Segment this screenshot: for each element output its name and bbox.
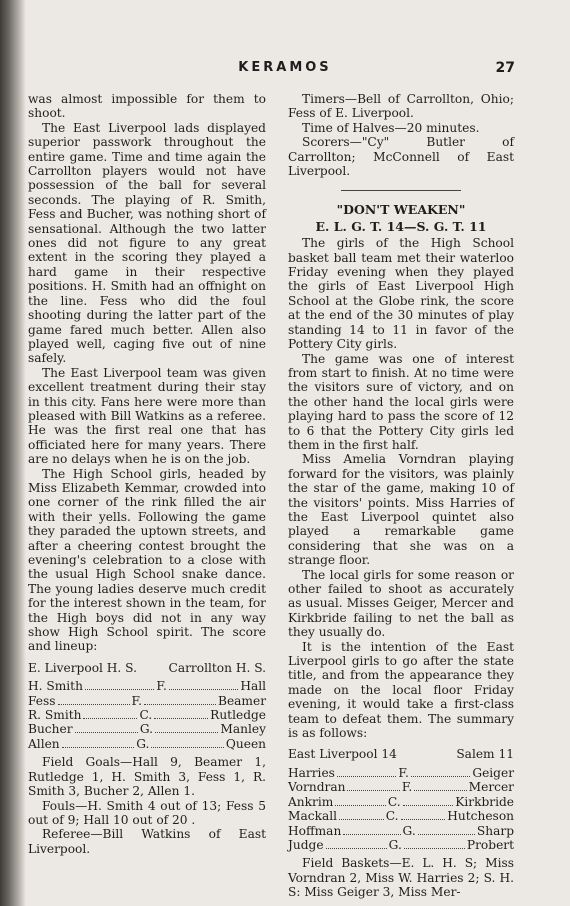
dot-leader — [343, 834, 400, 835]
officials-line: Timers—Bell of Carrollton, Ohio; Fess of E. Liverpool. — [288, 92, 514, 121]
lineup-row — [288, 809, 514, 823]
lineup-row — [288, 795, 514, 809]
section-divider — [341, 190, 461, 191]
lineup-row — [28, 708, 266, 722]
lineup-team-names — [288, 747, 514, 761]
paragraph: The East Liverpool team was given excellent treatment during their stay in this city. Fans here were more than pleased with Bill Watkins as a referee. He was the first real one that has officiated here for many years. There are no delays when he is on the job. — [28, 365, 266, 467]
player-position: C. — [387, 794, 401, 809]
player-position: F. — [401, 780, 413, 795]
player-position: F. — [131, 693, 142, 708]
running-header — [0, 60, 570, 80]
player-position: F. — [398, 765, 409, 780]
paragraph: Miss Amelia Vorndran playing forward for the visitors, was plainly the star of the game, making 10 of the visitors' points. Miss Harries of the East Liverpool quintet also played a remarkable game considering that she was on a strange floor. — [288, 452, 514, 568]
player-name: Ankrim — [288, 794, 334, 809]
dot-leader — [83, 718, 137, 719]
dot-leader — [62, 747, 135, 748]
lineup-table — [28, 679, 266, 751]
opponent-name: Beamer — [217, 693, 267, 708]
dot-leader — [414, 790, 466, 791]
dot-leader — [75, 732, 138, 733]
player-position: G. — [388, 837, 402, 852]
lineup-row — [28, 722, 266, 736]
lineup-row — [28, 694, 266, 708]
player-name: Allen — [28, 736, 60, 751]
summary-line: Fouls—H. Smith 4 out of 13; Fess 5 out of 9; Hall 10 out of 20 . — [28, 798, 266, 827]
paragraph: The East Liverpool lads displayed superior passwork throughout the entire game. Time and time again the Carrollton players would not have possession of the ball for several seconds. The playing of R. Smith, Fess and Bucher, was nothing short of sensational. Although the two latter ones did not figure to any great extent in the scoring they played a hard game in their respective positions. H. Smith had an offnight on the line. Fess who did the foul shooting during the latter part of the game fared much better. Allen also played well, caging five out of nine safely. — [28, 120, 266, 366]
opponent-name: Hutcheson — [447, 809, 515, 824]
opponent-name: Sharp — [476, 823, 515, 838]
player-name: Mackall — [288, 809, 338, 824]
lineup-row — [288, 824, 514, 838]
officials-line: Time of Halves—20 minutes. — [302, 120, 480, 135]
dot-leader — [401, 819, 446, 820]
player-name: R. Smith — [28, 708, 82, 723]
player-position: G. — [139, 722, 154, 737]
dot-leader — [411, 776, 470, 777]
player-position: G. — [402, 823, 416, 838]
dot-leader — [85, 689, 154, 690]
lineup-row — [28, 737, 266, 751]
article-subheading: E. L. G. T. 14—S. G. T. 11 — [315, 218, 487, 234]
dot-leader — [326, 848, 387, 849]
away-team-name: Salem 11 — [456, 747, 514, 762]
dot-leader — [155, 732, 218, 733]
left-column — [28, 92, 266, 856]
player-name: H. Smith — [28, 679, 83, 694]
away-team-name: Carrollton H. S. — [168, 660, 266, 675]
lineup-row — [288, 766, 514, 780]
opponent-name: Kirkbride — [455, 794, 515, 809]
paragraph: The game was one of interest from start to finish. At no time were the visitors sure of victory, and on the other hand the local girls were playing hard to pass the score of 12 to 6 that the Pottery City girls led them in the first half. — [288, 351, 514, 452]
dot-leader — [144, 704, 216, 705]
lineup-table — [288, 766, 514, 852]
paragraph: The girls of the High School basket ball team met their waterloo Friday evening when they played the girls of East Liverpool High School at the Globe rink, the score at the end of the 30 minutes of play standing 14 to 11 in favor of the Pottery City girls. — [288, 236, 514, 352]
dot-leader — [418, 834, 475, 835]
player-position: F. — [156, 679, 167, 694]
paragraph: The local girls for some reason or other failed to shoot as accurately as usual. Misses Geiger, Mercer and Kirkbride failing to net the ball as they usually do. — [288, 567, 514, 640]
player-position: C. — [139, 708, 153, 723]
dot-leader — [347, 790, 399, 791]
paragraph: It is the intention of the East Liverpool girls to go after the state title, and from the appearance they made on the local floor Friday evening, it would take a first-class team to defeat them. The summary is as follows: — [288, 639, 514, 741]
opponent-name: Mercer — [468, 780, 515, 795]
player-name: Bucher — [28, 722, 73, 737]
summary-line: Field Baskets—E. L. H. S; Miss Vorndran 2, Miss W. Harries 2; S. H. S: Miss Geiger 3, Miss Mer- — [288, 856, 514, 900]
officials-line: Scorers—"Cy" Butler of Carrollton; McConnell of East Liverpool. — [288, 135, 514, 179]
paragraph: The High School girls, headed by Miss Elizabeth Kemmar, crowded into one corner of the rink filled the air with their yells. Following the game they paraded the uptown streets, and after a cheering contest brought the evening's celebration to a close with the usual High School snake dance. The young ladies deserve much credit for the interest shown in the team, for the High boys did not in any way show High School spirit. The score and lineup: — [28, 466, 266, 654]
right-column — [288, 92, 514, 900]
player-name: Harries — [288, 765, 335, 780]
opponent-name: Geiger — [472, 765, 515, 780]
player-name: Judge — [288, 837, 324, 852]
player-position: C. — [385, 809, 399, 824]
dot-leader — [335, 805, 386, 806]
lineup-team-names — [28, 661, 266, 675]
dot-leader — [58, 704, 130, 705]
player-position: G. — [136, 736, 150, 751]
publication-title: KERAMOS — [238, 60, 332, 75]
lineup-row — [288, 838, 514, 852]
lineup-row — [288, 780, 514, 794]
page-number: 27 — [495, 60, 515, 76]
home-team-name: East Liverpool 14 — [288, 747, 397, 762]
dot-leader — [339, 819, 384, 820]
lineup-row — [28, 679, 266, 693]
summary-line: Field Goals—Hall 9, Beamer 1, Rutledge 1, H. Smith 3, Fess 1, R. Smith 3, Bucher 2, Allen 1. — [28, 755, 266, 799]
home-team-name: E. Liverpool H. S. — [28, 660, 137, 675]
dot-leader — [404, 848, 465, 849]
player-name: Fess — [28, 693, 56, 708]
dot-leader — [337, 776, 396, 777]
dot-leader — [154, 718, 208, 719]
opponent-name: Manley — [220, 722, 266, 737]
opponent-name: Queen — [225, 736, 267, 751]
player-name: Hoffman — [288, 823, 342, 838]
dot-leader — [403, 805, 454, 806]
opponent-name: Rutledge — [210, 708, 267, 723]
dot-leader — [169, 689, 238, 690]
dot-leader — [151, 747, 224, 748]
paragraph: was almost impossible for them to shoot. — [28, 92, 266, 121]
opponent-name: Probert — [466, 837, 515, 852]
summary-line: Referee—Bill Watkins of East Liverpool. — [28, 827, 266, 856]
opponent-name: Hall — [240, 679, 267, 694]
article-heading: "DON'T WEAKEN" — [336, 202, 466, 218]
player-name: Vorndran — [288, 780, 346, 795]
